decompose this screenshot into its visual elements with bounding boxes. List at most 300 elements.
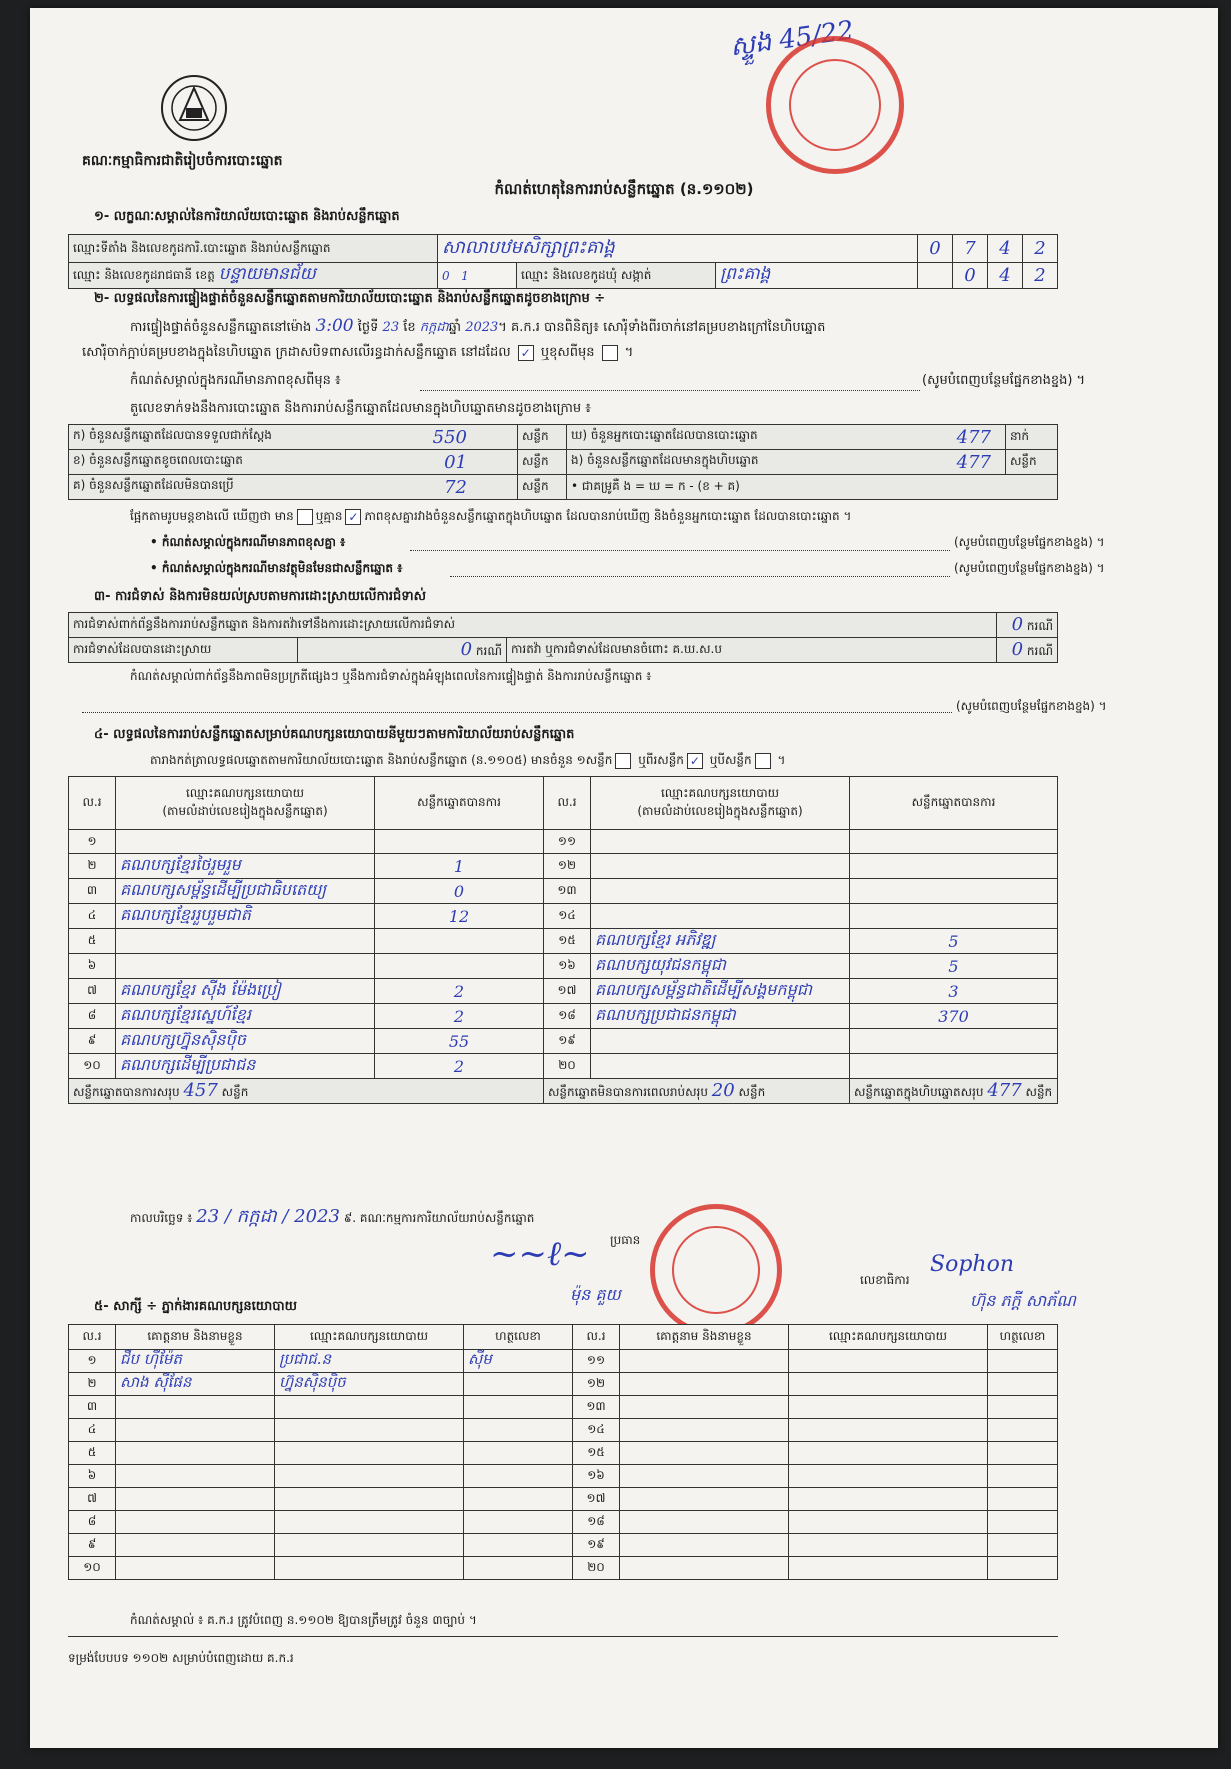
witness-party	[789, 1419, 988, 1442]
commune-code-digit: 0	[953, 263, 988, 289]
witness-party	[789, 1442, 988, 1465]
see-back-1: (សូមបំពេញបន្ថែមផ្នែកខាងខ្នង) ។	[922, 373, 1086, 388]
party-votes: 5	[850, 929, 1058, 954]
col-sign: ហត្ថលេខា	[464, 1325, 573, 1350]
witness-party	[789, 1465, 988, 1488]
witness-party	[275, 1488, 464, 1511]
witness-party	[275, 1511, 464, 1534]
two-sheet-label: ឬពីរសន្លឹក	[638, 753, 684, 767]
results-table	[68, 776, 1058, 1104]
witness-no: ៨	[69, 1511, 116, 1534]
witness-name	[620, 1511, 789, 1534]
objection-count	[996, 613, 1057, 638]
party-votes	[375, 954, 544, 979]
witness-no: ២០	[573, 1557, 620, 1580]
col-votes: សន្លឹកឆ្នោតបានការ	[850, 777, 1058, 830]
party-name: គណបក្សយុវជនកម្ពុជា	[591, 954, 850, 979]
verification-line2: សោរ៉ុំចាក់ក្អាប់គម្របខាងក្នុងនៃហិបឆ្នោត ក្រដាសបិទពាសលើរន្ធដាក់សន្លឹកឆ្នោត នៅដដែល ✓ ឬខុសពីមុន ។	[82, 345, 634, 360]
check-b: ឬគ្មាន	[315, 509, 343, 523]
party-name	[591, 854, 850, 879]
party-no: ១២	[544, 854, 591, 879]
witness-signature	[988, 1373, 1058, 1396]
total-invalid-cell	[544, 1079, 850, 1104]
party-votes: 12	[375, 904, 544, 929]
witness-party	[275, 1442, 464, 1465]
changed-checkbox[interactable]	[602, 345, 618, 361]
party-name: គណបក្សខ្មែរ អភិវឌ្ឍ	[591, 929, 850, 954]
party-name: គណបក្សសម្ព័ន្ធជាតិដើម្បីសង្គមកម្ពុជា	[591, 979, 850, 1004]
col-no: ល.រ	[69, 777, 116, 830]
witness-party	[789, 1511, 988, 1534]
result-row	[69, 954, 1058, 979]
secretary-label: លេខាធិការ	[860, 1273, 910, 1287]
figure-label: គ) ចំនួនសន្លឹកឆ្នោតដែលមិនបានប្រើ	[73, 477, 234, 492]
year-value: 2023	[465, 320, 499, 335]
commune-value: ព្រះគាង្គ	[716, 263, 918, 289]
one-sheet-checkbox[interactable]	[615, 753, 631, 769]
committee-name: គណៈកម្មាធិការជាតិរៀបចំការបោះឆ្នោត	[82, 153, 283, 169]
form-title: កំណត់ហេតុនៃការរាប់សន្លឹកឆ្នោត (ន.១១០២)	[494, 180, 754, 198]
witness-party	[275, 1396, 464, 1419]
province-code-digit: 0	[442, 268, 450, 283]
section4-heading: ៤- លទ្ធផលនៃការរាប់សន្លឹកឆ្នោតសម្រាប់គណបក្សនយោបាយនីមួយៗតាមការិយាល័យរាប់សន្លឹកឆ្នោត	[94, 727, 575, 742]
form-note: ទម្រង់បែបបទ ១១០២ សម្រាប់បំពេញដោយ គ.ក.រ	[68, 1651, 294, 1665]
witness-no: ១២	[573, 1373, 620, 1396]
location-code-digit: 2	[1023, 235, 1058, 263]
diff-note-label: កំណត់សម្គាល់ក្នុងករណីមានភាពខុសពីមុន ៖	[130, 373, 341, 388]
has-diff-checkbox[interactable]	[297, 509, 313, 525]
see-back-3: (សូមបំពេញបន្ថែមផ្នែកខាងខ្នង) ។	[954, 561, 1105, 575]
total-valid-label: សន្លឹកឆ្នោតបានការសរុប	[73, 1085, 180, 1099]
party-name: គណបក្សខ្មែរ ស៊ីង ម៉ែងប្រៀ	[116, 979, 375, 1004]
figure-unit: សន្លឹក	[518, 450, 567, 475]
witness-name	[116, 1511, 275, 1534]
figure-value: 01	[444, 451, 467, 473]
p1b: ថ្ងៃទី	[357, 320, 379, 335]
resolved-count	[298, 638, 507, 663]
see-back-4: (សូមបំពេញបន្ថែមផ្នែកខាងខ្នង) ។	[956, 699, 1107, 713]
party-votes: 3	[850, 979, 1058, 1004]
figure-row	[69, 450, 518, 475]
party-name	[591, 830, 850, 854]
witness-party	[789, 1350, 988, 1373]
party-name	[116, 929, 375, 954]
witness-name	[116, 1396, 275, 1419]
party-no: ២	[69, 854, 116, 879]
col-party-title: ឈ្មោះគណបក្សនយោបាយ	[660, 786, 780, 800]
witness-signature	[464, 1442, 573, 1465]
chair-name: ម៉ុន គួយ	[570, 1285, 621, 1304]
col-no: ល.រ	[544, 777, 591, 830]
chair-signature: ~~ℓ~	[490, 1234, 590, 1274]
party-votes	[850, 879, 1058, 904]
witness-name	[620, 1373, 789, 1396]
figure-label: ក) ចំនួនសន្លឹកឆ្នោតដែលបានទទួលជាក់ស្តែង	[73, 427, 272, 442]
witness-signature	[464, 1488, 573, 1511]
p1c: ខែ	[403, 320, 416, 335]
col-sign: ហត្ថលេខា	[988, 1325, 1058, 1350]
col-party-sub: (តាមលំដាប់លេខរៀងក្នុងសន្លឹកឆ្នោត)	[637, 804, 803, 818]
witness-signature	[464, 1419, 573, 1442]
appeal-value: 0	[1011, 639, 1024, 660]
party-no: ២០	[544, 1054, 591, 1079]
total-valid-cell	[69, 1079, 544, 1104]
party-votes	[850, 904, 1058, 929]
result-row	[69, 854, 1058, 879]
witness-signature	[988, 1442, 1058, 1465]
location-label: ឈ្មោះទីតាំង និងលេខកូដការិ.បោះឆ្នោត និងរាប់សន្លឹកឆ្នោត	[69, 235, 438, 263]
figures-intro: តួលេខទាក់ទងនឹងការបោះឆ្នោត និងការរាប់សន្លឹកឆ្នោតដែលមានក្នុងហិបឆ្នោតមានដូចខាងក្រោម ៖	[130, 401, 591, 416]
witness-name	[116, 1419, 275, 1442]
witness-no: ៣	[69, 1396, 116, 1419]
witness-row	[69, 1488, 1058, 1511]
witness-no: ១១	[573, 1350, 620, 1373]
party-no: ៥	[69, 929, 116, 954]
total-valid-unit: សន្លឹក	[221, 1085, 249, 1099]
figure-value: 477	[956, 451, 991, 473]
resolved-value: 0	[460, 639, 473, 660]
witness-name	[620, 1465, 789, 1488]
witness-no: ១៧	[573, 1488, 620, 1511]
see-back-2: (សូមបំពេញបន្ថែមផ្នែកខាងខ្នង) ។	[954, 535, 1105, 549]
party-no: ១០	[69, 1054, 116, 1079]
sheet-intro: តារាងកត់ត្រាលទ្ធផលឆ្នោតតាមការិយាល័យបោះឆ្នោត និងរាប់សន្លឹកឆ្នោត (ន.១១០៥) មានចំនួន ១សន្លឹក	[150, 753, 613, 767]
official-stamp-top	[766, 36, 904, 174]
irregularity-note: កំណត់សម្គាល់ពាក់ព័ន្ធនឹងភាពមិនប្រក្រតីផ្សេងៗ ឬនឹងការជំទាស់ក្នុងអំឡុងពេលនៃការផ្ទៀងផ្ទាត់ និងការរាប់សន្លឹកឆ្នោត ៖	[130, 669, 652, 683]
bullet-object-note: • កំណត់សម្គាល់ក្នុងករណីមានវត្ថុមិនមែនជាសន្លឹកឆ្នោត ៖	[150, 561, 403, 575]
col-party	[116, 777, 375, 830]
party-no: ១៧	[544, 979, 591, 1004]
party-no: ៧	[69, 979, 116, 1004]
figure-unit: សន្លឹក	[518, 425, 567, 450]
difference-check-line	[130, 508, 851, 526]
witness-name	[620, 1534, 789, 1557]
province-label-text: ឈ្មោះ និងលេខកូដរាជធានី ខេត្ត	[73, 268, 215, 282]
witness-name: សាង ស៊ីផែន	[116, 1373, 275, 1396]
party-name: គណបក្សប្រជាជនកម្ពុជា	[591, 1004, 850, 1029]
office-label: ៩. គណៈកម្មការការិយាល័យរាប់សន្លឹកឆ្នោត	[343, 1211, 535, 1225]
witness-table	[68, 1324, 1058, 1580]
unchanged-checkbox[interactable]: ✓	[518, 345, 534, 361]
party-no: ១	[69, 830, 116, 854]
document-page	[30, 8, 1218, 1748]
three-sheet-checkbox[interactable]	[755, 753, 771, 769]
witness-party: ហ្វ៊ុនស៊ិនប៉ិច	[275, 1373, 464, 1396]
witness-no: ១០	[69, 1557, 116, 1580]
witness-party	[789, 1488, 988, 1511]
col-name: គោត្តនាម និងនាមខ្លួន	[620, 1325, 789, 1350]
date-value: 23 / កក្កដា / 2023	[196, 1206, 340, 1227]
party-name: គណបក្សសម្ព័ន្ធដើម្បីប្រជាធិបតេយ្យ	[116, 879, 375, 904]
party-no: ៩	[69, 1029, 116, 1054]
witness-name	[620, 1396, 789, 1419]
witness-name	[620, 1350, 789, 1373]
total-invalid-value: 20	[711, 1080, 735, 1101]
witness-signature	[988, 1557, 1058, 1580]
witness-party	[789, 1396, 988, 1419]
party-name	[591, 1054, 850, 1079]
p1e: ។ គ.ក.រ បានពិនិត្យ៖ សោរ៉ុំទាំងពីរចាក់នៅគម្របខាងក្រៅនៃហិបឆ្នោត	[498, 320, 826, 335]
total-box-cell	[850, 1079, 1058, 1104]
nec-emblem-icon	[154, 72, 234, 144]
time-value: 3:00	[315, 316, 354, 336]
sheet-count-line: តារាងកត់ត្រាលទ្ធផលឆ្នោតតាមការិយាល័យបោះឆ្នោត និងរាប់សន្លឹកឆ្នោត (ន.១១០៥) មានចំនួន ១សន្លឹក ឬពីរសន្លឹក ✓ ឬបីសន្លឹក ។	[150, 753, 786, 768]
party-no: ១៨	[544, 1004, 591, 1029]
witness-name: ជឹប ហ៊ីម៉ែត	[116, 1350, 275, 1373]
figure-value: 477	[956, 426, 991, 448]
witness-party: ប្រជាជ.ន	[275, 1350, 464, 1373]
witness-signature	[988, 1419, 1058, 1442]
p1a: ការផ្ទៀងផ្ទាត់ចំនួនសន្លឹកឆ្នោតនៅម៉ោង	[130, 320, 312, 335]
witness-no: ១៩	[573, 1534, 620, 1557]
party-name	[116, 830, 375, 854]
witness-no: ១៤	[573, 1419, 620, 1442]
total-box-unit: សន្លឹក	[1025, 1085, 1053, 1099]
total-valid-value: 457	[183, 1080, 218, 1101]
figure-row	[69, 475, 518, 500]
party-no: ៣	[69, 879, 116, 904]
figure-value: 72	[444, 476, 467, 498]
section3-heading: ៣- ការជំទាស់ និងការមិនយល់ស្របតាមការដោះស្រាយលើការជំទាស់	[94, 589, 426, 604]
party-votes	[850, 830, 1058, 854]
witness-no: ២	[69, 1373, 116, 1396]
col-party-title: ឈ្មោះគណបក្សនយោបាយ	[185, 786, 305, 800]
resolved-label: ការជំទាស់ដែលបានដោះស្រាយ	[69, 638, 298, 663]
result-row	[69, 1054, 1058, 1079]
party-votes	[850, 854, 1058, 879]
witness-signature	[988, 1396, 1058, 1419]
figure-label: ង) ចំនួនសន្លឹកឆ្នោតដែលមានក្នុងហិបឆ្នោត	[571, 452, 759, 467]
total-invalid-label: សន្លឹកឆ្នោតមិនបានការពេលរាប់សរុប	[548, 1085, 708, 1099]
witness-no: ៥	[69, 1442, 116, 1465]
witness-signature: ស៊ីម	[464, 1350, 573, 1373]
col-name: គោត្តនាម និងនាមខ្លួន	[116, 1325, 275, 1350]
witness-signature	[988, 1488, 1058, 1511]
witness-row	[69, 1534, 1058, 1557]
footnote: កំណត់សម្គាល់ ៖ គ.ក.រ ត្រូវបំពេញ ន.១១០២ ឱ្យបានត្រឹមត្រូវ ចំនួន ៣ច្បាប់ ។	[130, 1613, 477, 1627]
figure-unit: សន្លឹក	[1006, 450, 1058, 475]
result-row	[69, 1004, 1058, 1029]
section1-heading: ១- លក្ខណៈសម្គាល់នៃការិយាល័យបោះឆ្នោត និងរាប់សន្លឹកឆ្នោត	[94, 209, 400, 224]
chair-label: ប្រធាន	[610, 1233, 641, 1247]
party-name	[591, 879, 850, 904]
party-name	[591, 904, 850, 929]
objections-table	[68, 612, 1058, 663]
party-votes: 5	[850, 954, 1058, 979]
p2: សោរ៉ុំចាក់ក្អាប់គម្របខាងក្នុងនៃហិបឆ្នោត ក្រដាសបិទពាសលើរន្ធដាក់សន្លឹកឆ្នោត នៅដដែល	[82, 345, 511, 360]
secretary-signature: Sophon	[930, 1252, 1014, 1277]
appeal-label: ការតវ៉ា ឬការជំទាស់ដែលមានចំពោះ គ.ឃ.ស.ប	[507, 638, 997, 663]
witness-party	[789, 1557, 988, 1580]
section5-heading: ៥- សាក្សី ÷ ភ្នាក់ងារគណបក្សនយោបាយ	[94, 1299, 297, 1314]
witness-name	[116, 1557, 275, 1580]
party-no: ១៤	[544, 904, 591, 929]
appeal-count	[996, 638, 1057, 663]
party-votes	[375, 929, 544, 954]
witness-row	[69, 1419, 1058, 1442]
party-votes	[850, 1054, 1058, 1079]
party-name	[116, 954, 375, 979]
figure-label: ឃ) ចំនួនអ្នកបោះឆ្នោតដែលបានបោះឆ្នោត	[571, 427, 758, 442]
date-label: កាលបរិច្ឆេទ ៖	[130, 1211, 193, 1225]
day-value: 23	[382, 320, 400, 335]
witness-name	[116, 1465, 275, 1488]
party-no: ១១	[544, 830, 591, 854]
witness-signature	[988, 1350, 1058, 1373]
party-no: ១៩	[544, 1029, 591, 1054]
witness-no: ១៦	[573, 1465, 620, 1488]
party-votes: 2	[375, 1004, 544, 1029]
witness-name	[620, 1557, 789, 1580]
witness-signature	[464, 1557, 573, 1580]
party-votes: 370	[850, 1004, 1058, 1029]
party-votes: 2	[375, 979, 544, 1004]
witness-no: ៧	[69, 1488, 116, 1511]
total-box-value: 477	[987, 1080, 1022, 1101]
figure-row	[567, 450, 1006, 475]
witness-party	[789, 1534, 988, 1557]
col-party: ឈ្មោះគណបក្សនយោបាយ	[789, 1325, 988, 1350]
witness-signature	[464, 1373, 573, 1396]
party-no: ៦	[69, 954, 116, 979]
figure-row	[69, 425, 518, 450]
witness-name	[620, 1419, 789, 1442]
witness-party	[275, 1534, 464, 1557]
witness-row	[69, 1442, 1058, 1465]
objection-unit: ករណី	[1026, 619, 1053, 633]
party-votes: 55	[375, 1029, 544, 1054]
witness-signature	[464, 1465, 573, 1488]
result-row	[69, 830, 1058, 854]
witness-signature	[988, 1511, 1058, 1534]
party-no: ៨	[69, 1004, 116, 1029]
section1-table	[68, 234, 1058, 289]
witness-name	[116, 1442, 275, 1465]
witness-party	[275, 1557, 464, 1580]
figure-unit: សន្លឹក	[518, 475, 567, 500]
party-name: គណបក្សខ្មែរថៃរួមរួម	[116, 854, 375, 879]
witness-signature	[988, 1534, 1058, 1557]
witness-no: ៦	[69, 1465, 116, 1488]
figure-row	[567, 425, 1006, 450]
witness-name	[620, 1488, 789, 1511]
total-box-label: សន្លឹកឆ្នោតក្នុងហិបឆ្នោតសរុប	[854, 1085, 984, 1099]
party-votes: 2	[375, 1054, 544, 1079]
secretary-name: ហ៊ុន ភក្តី សាភ័ណ	[970, 1291, 1076, 1310]
party-name	[591, 1029, 850, 1054]
month-value: កក្កដា	[419, 320, 449, 335]
witness-signature	[988, 1465, 1058, 1488]
bullet-diff-note: • កំណត់សម្គាល់ក្នុងករណីមានភាពខុសគ្នា ៖	[150, 535, 346, 549]
figure-label: ខ) ចំនួនសន្លឹកឆ្នោតខូចពេលបោះឆ្នោត	[73, 452, 243, 467]
witness-no: ១៨	[573, 1511, 620, 1534]
party-no: ១៥	[544, 929, 591, 954]
figures-table	[68, 424, 1058, 500]
figure-unit: នាក់	[1006, 425, 1058, 450]
objection-label: ការជំទាស់ពាក់ព័ន្ធនឹងការរាប់សន្លឹកឆ្នោត និងការតវ៉ាទៅនឹងការដោះស្រាយលើការជំទាស់	[69, 613, 997, 638]
figure-value: 550	[432, 426, 467, 448]
witness-party	[275, 1465, 464, 1488]
col-party	[591, 777, 850, 830]
party-votes: 1	[375, 854, 544, 879]
witness-row	[69, 1511, 1058, 1534]
location-code-digit: 7	[953, 235, 988, 263]
witness-name	[620, 1442, 789, 1465]
province-code-digit: 1	[461, 268, 469, 283]
result-row	[69, 929, 1058, 954]
witness-no: ១៣	[573, 1396, 620, 1419]
resolved-unit: ករណី	[475, 644, 502, 658]
witness-no: ១	[69, 1350, 116, 1373]
party-name: គណបក្សខ្មែររួបរួមជាតិ	[116, 904, 375, 929]
formula: • ជាគម្រូគឺ ង = ឃ = ក - (ខ + គ)	[567, 475, 1058, 500]
witness-row	[69, 1557, 1058, 1580]
witness-no: ៩	[69, 1534, 116, 1557]
witness-name	[116, 1488, 275, 1511]
witness-signature	[464, 1511, 573, 1534]
appeal-unit: ករណី	[1026, 644, 1053, 658]
two-sheet-checkbox[interactable]: ✓	[687, 753, 703, 769]
result-row	[69, 879, 1058, 904]
party-name: គណបក្សខ្មែរស្នេហ៍ខ្មែរ	[116, 1004, 375, 1029]
col-no: ល.រ	[573, 1325, 620, 1350]
corner-handwriting: ស្ទួង 45/22	[728, 15, 856, 63]
three-sheet-label: ឬបីសន្លឹក	[709, 753, 752, 767]
witness-row	[69, 1373, 1058, 1396]
official-stamp-bottom	[650, 1204, 782, 1336]
col-votes: សន្លឹកឆ្នោតបានការ	[375, 777, 544, 830]
section2-heading: ២- លទ្ធផលនៃការផ្ទៀងផ្ទាត់ចំនួនសន្លឹកឆ្នោតតាមការិយាល័យបោះឆ្នោត និងរាប់សន្លឹកឆ្នោតដូចខាងក្រោម ÷	[94, 291, 606, 306]
party-no: ១៣	[544, 879, 591, 904]
objection-value: 0	[1011, 614, 1024, 635]
date-line	[130, 1204, 534, 1231]
check-a: ផ្អែកតាមរូបមន្តខាងលើ ឃើញថា មាន	[130, 509, 294, 523]
witness-name	[116, 1534, 275, 1557]
commune-code-digit: 4	[988, 263, 1023, 289]
witness-no: ៤	[69, 1419, 116, 1442]
province-value: បន្ទាយមានជ័យ	[218, 264, 316, 284]
witness-party	[275, 1419, 464, 1442]
party-votes: 0	[375, 879, 544, 904]
witness-no: ១៥	[573, 1442, 620, 1465]
witness-signature	[464, 1396, 573, 1419]
party-no: ១៦	[544, 954, 591, 979]
province-label	[69, 263, 438, 289]
location-code-digit: 4	[988, 235, 1023, 263]
total-invalid-unit: សន្លឹក	[738, 1085, 766, 1099]
party-votes	[850, 1029, 1058, 1054]
location-value: សាលាបឋមសិក្សាព្រះគាង្គ	[438, 235, 918, 263]
witness-row	[69, 1350, 1058, 1373]
witness-row	[69, 1396, 1058, 1419]
party-name: គណបក្សហ្វ៊ុនស៊ិនប៉ិច	[116, 1029, 375, 1054]
check-c: ភាពខុសគ្នារវាងចំនួនសន្លឹកឆ្នោតក្នុងហិបឆ្នោត ដែលបានរាប់ឃើញ និងចំនួនអ្នកបោះឆ្នោត ដែលបានបោះឆ្នោត ។	[364, 509, 852, 523]
witness-row	[69, 1465, 1058, 1488]
no-diff-checkbox[interactable]: ✓	[345, 509, 361, 525]
party-name: គណបក្សដើម្បីប្រជាជន	[116, 1054, 375, 1079]
col-party-sub: (តាមលំដាប់លេខរៀងក្នុងសន្លឹកឆ្នោត)	[162, 804, 328, 818]
commune-code-digit: 2	[1023, 263, 1058, 289]
witness-party	[789, 1373, 988, 1396]
party-votes	[375, 830, 544, 854]
col-party: ឈ្មោះគណបក្សនយោបាយ	[275, 1325, 464, 1350]
commune-label: ឈ្មោះ និងលេខកូដឃុំ សង្កាត់	[517, 263, 716, 289]
province-code	[438, 263, 517, 289]
party-no: ៤	[69, 904, 116, 929]
result-row	[69, 1029, 1058, 1054]
result-row	[69, 979, 1058, 1004]
or-not-label: ឬខុសពីមុន	[540, 345, 595, 360]
